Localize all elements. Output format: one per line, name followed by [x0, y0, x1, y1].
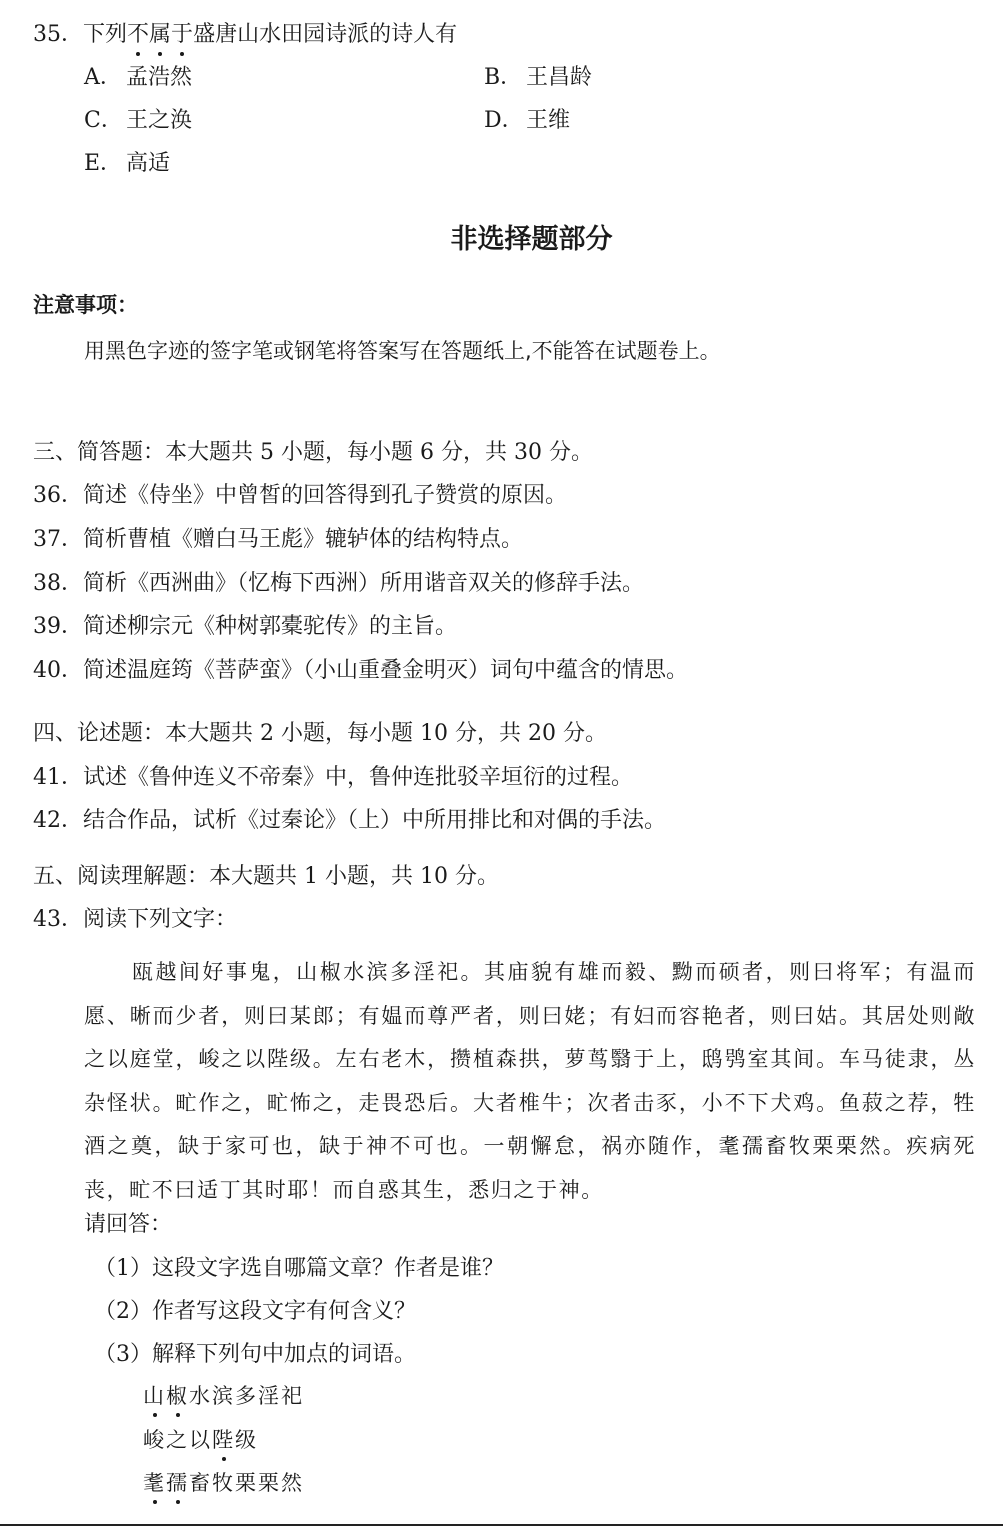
- question-number: 35．: [33, 22, 83, 47]
- passage-text: 瓯越间好事鬼，山椒水滨多淫祀。其庙貌有雄而毅、黝而硕者，则曰将军；有温而愿、晰而少者，则曰某郎；有媪而尊严者，则曰姥；有妇而容艳者，则曰姑。其居处则敞之以庭堂，峻之以陛级。左右老木，攒植森拱，萝茑翳于上，鸱鸮室其间。车马徒隶，丛杂怪状。甿作之，甿怖之，走畏恐后。大者椎牛；次者击豕，小不下犬鸡。鱼菽之荐，牲酒之奠，缺于家可也，缺于神不可也。一朝懈怠，祸亦随作，耄孺畜牧栗栗然。疾病死丧，甿不曰适丁其时耶！而自惑其生，悉归之于神。: [84, 960, 976, 1202]
- emphasis-dot-char: 椒: [166, 1381, 189, 1411]
- question-number: 41．: [33, 765, 83, 790]
- emphasis-dot-char: 孺: [166, 1468, 189, 1498]
- option-text: 王维: [526, 108, 571, 133]
- option-c: [84, 106, 192, 136]
- question-39: [33, 612, 457, 642]
- section-title: 非选择题部分: [450, 224, 613, 255]
- option-text: 高适: [126, 151, 171, 176]
- question-35-stem: [33, 20, 457, 50]
- question-text: 简述温庭筠《菩萨蛮》（小山重叠金明灭）词句中蕴含的情思。: [83, 658, 689, 683]
- phrase-text: 水滨多淫祀: [189, 1384, 304, 1408]
- question-number: 38．: [33, 571, 83, 596]
- option-text: 王之涣: [126, 108, 193, 133]
- option-d: [484, 106, 570, 136]
- notice-body: 用黑色字迹的签字笔或钢笔将答案写在答题纸上,不能答在试题卷上。: [84, 339, 721, 363]
- question-number: 37．: [33, 527, 83, 552]
- section-5-heading: 五、阅读理解题：本大题共 1 小题，共 10 分。: [33, 864, 499, 889]
- question-42: [33, 806, 666, 836]
- option-e: [84, 149, 170, 179]
- question-number: 42．: [33, 808, 83, 833]
- emphasis-dot-char: 不: [127, 20, 149, 50]
- option-letter: A．: [84, 65, 122, 90]
- question-number: 40．: [33, 658, 83, 683]
- emphasis-dot-char: 耄: [143, 1468, 166, 1498]
- question-text: 阅读下列文字：: [83, 907, 238, 932]
- option-letter: C．: [84, 108, 123, 133]
- phrase-1: [143, 1381, 304, 1411]
- option-letter: D．: [484, 108, 524, 133]
- emphasis-dot-char: 山: [143, 1381, 166, 1411]
- question-number: 43．: [33, 907, 83, 932]
- stem-text: 盛唐山水田园诗派的诗人有: [193, 22, 458, 47]
- option-a: [84, 63, 192, 93]
- phrase-text: 级: [235, 1428, 258, 1452]
- phrase-text: 峻之以: [143, 1428, 212, 1452]
- subquestion-2: （2）作者写这段文字有何含义？: [94, 1299, 416, 1324]
- question-text: 结合作品，试析《过秦论》（上）中所用排比和对偶的手法。: [83, 808, 667, 833]
- emphasis-dot-char: 于: [171, 20, 193, 50]
- reading-passage: [84, 951, 976, 1212]
- page-bottom-border: [0, 1524, 1003, 1526]
- question-37: [33, 525, 523, 555]
- phrase-3: [143, 1468, 304, 1498]
- question-text: 简述《侍坐》中曾皙的回答得到孔子赞赏的原因。: [83, 483, 568, 508]
- question-40: [33, 656, 688, 686]
- option-text: 王昌龄: [526, 65, 593, 90]
- stem-text: 下列: [83, 22, 128, 47]
- emphasis-dot-char: 属: [149, 20, 171, 50]
- question-41: [33, 763, 633, 793]
- question-text: 试述《鲁仲连义不帝秦》中，鲁仲连批驳辛垣衍的过程。: [83, 765, 634, 790]
- option-letter: B．: [484, 65, 523, 90]
- answer-prompt: 请回答：: [84, 1212, 173, 1237]
- section-3-heading: 三、简答题：本大题共 5 小题，每小题 6 分，共 30 分。: [33, 440, 593, 465]
- option-letter: E．: [84, 151, 123, 176]
- notice-title: 注意事项：: [33, 293, 138, 317]
- option-b: [484, 63, 592, 93]
- subquestion-3: （3）解释下列句中加点的词语。: [94, 1342, 416, 1367]
- option-text: 孟浩然: [126, 65, 193, 90]
- subquestion-1: （1）这段文字选自哪篇文章？作者是谁？: [94, 1256, 504, 1281]
- question-36: [33, 481, 567, 511]
- question-number: 39．: [33, 614, 83, 639]
- section-4-heading: 四、论述题：本大题共 2 小题，每小题 10 分，共 20 分。: [33, 721, 607, 746]
- phrase-2: [143, 1425, 258, 1455]
- question-43: [33, 905, 237, 935]
- question-text: 简述柳宗元《种树郭橐驼传》的主旨。: [83, 614, 458, 639]
- question-text: 简析曹植《赠白马王彪》辘轳体的结构特点。: [83, 527, 524, 552]
- phrase-text: 畜牧栗栗然: [189, 1471, 304, 1495]
- question-number: 36．: [33, 483, 83, 508]
- emphasis-dot-char: 陛: [212, 1425, 235, 1455]
- question-text: 简析《西洲曲》（忆梅下西洲）所用谐音双关的修辞手法。: [83, 571, 645, 596]
- question-38: [33, 569, 644, 599]
